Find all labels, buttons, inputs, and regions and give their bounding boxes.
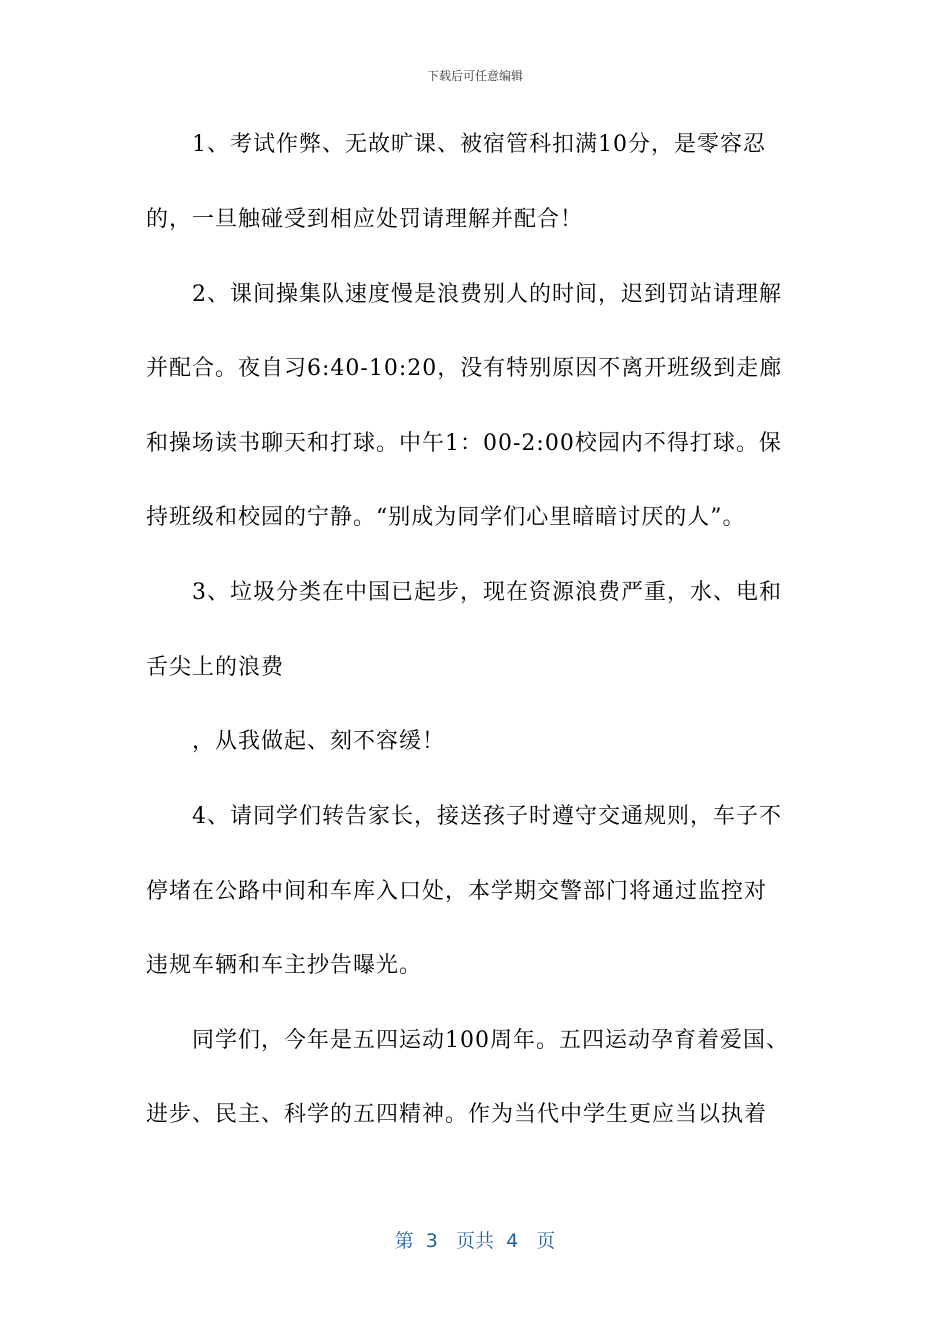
- paragraph-5-line-2: 进步、民主、科学的五四精神。作为当代中学生更应当以执着: [146, 1102, 768, 1127]
- paragraph-2-line-3: 和操场读书聊天和打球。中午1：00-2:00校园内不得打球。保: [146, 431, 782, 456]
- paragraph-2-line-2: 并配合。夜自习6:40-10:20，没有特别原因不离开班级到走廊: [146, 356, 783, 381]
- paragraph-4-line-2: 停堵在公路中间和车库入口处，本学期交警部门将通过监控对: [146, 879, 768, 904]
- paragraph-2-line-1: 2、课间操集队速度慢是浪费别人的时间，迟到罚站请理解: [192, 282, 782, 307]
- paragraph-1-line-2: 的，一旦触碰受到相应处罚请理解并配合！: [146, 207, 584, 232]
- paragraph-2-line-4: 持班级和校园的宁静。“别成为同学们心里暗暗讨厌的人”。: [146, 505, 746, 530]
- paragraph-3-line-2: 舌尖上的浪费: [146, 655, 285, 680]
- paragraph-5-line-1: 同学们，今年是五四运动100周年。五四运动孕育着爱国、: [192, 1028, 789, 1053]
- header-note: 下载后可任意编辑: [426, 69, 523, 83]
- paragraph-4-line-1: 4、请同学们转告家长，接送孩子时遵守交通规则，车子不: [192, 804, 782, 829]
- paragraph-4-line-3: 违规车辆和车主抄告曝光。: [146, 953, 423, 978]
- paragraph-3-line-1: 3、垃圾分类在中国已起步，现在资源浪费严重，水、电和: [192, 580, 782, 605]
- page-number-footer: 第 3 页共 4 页: [394, 1230, 556, 1252]
- paragraph-1-line-1: 1、考试作弊、无故旷课、被宿管科扣满10分，是零容忍: [192, 132, 766, 157]
- paragraph-3-line-3: ，从我做起、刻不容缓！: [192, 729, 446, 754]
